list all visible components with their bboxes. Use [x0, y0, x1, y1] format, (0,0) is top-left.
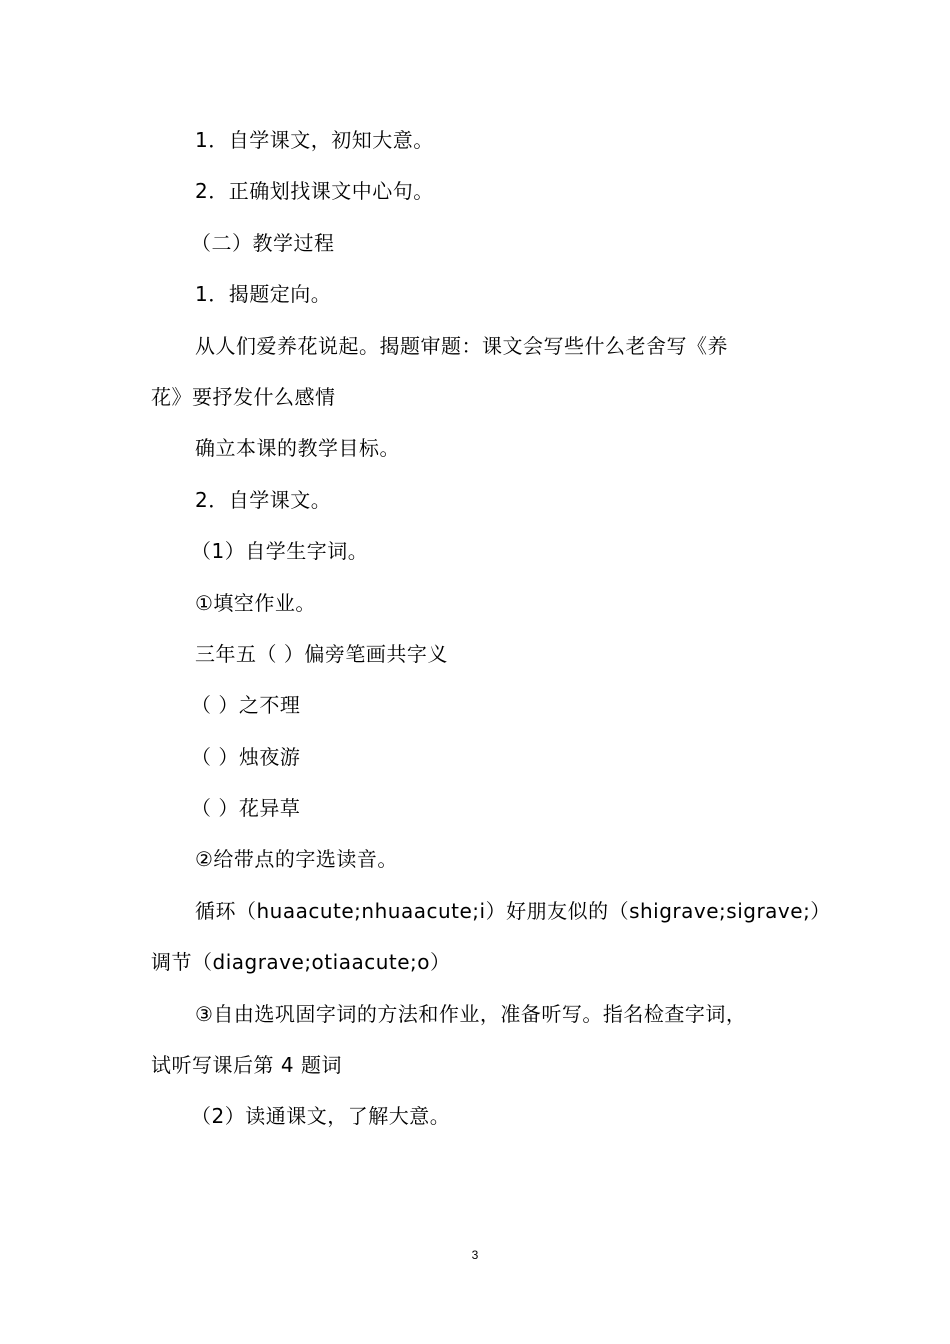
text-line: ③自由选巩固字词的方法和作业，准备听写。指名检查字词， [195, 1001, 747, 1026]
text-line: 循环（huaacute;nhuaacute;i）好朋友似的（shigrave;sigrave;） [195, 898, 831, 923]
text-line: （ ）之不理 [191, 693, 301, 718]
text-line: 2．正确划找课文中心句。 [195, 179, 434, 204]
text-line: ②给带点的字选读音。 [195, 847, 398, 872]
text-line: 1．自学课文，初知大意。 [195, 128, 434, 152]
text-line-continuation: 调节（diagrave;otiaacute;o） [151, 950, 451, 975]
text-line: （ ）烛夜游 [191, 744, 301, 769]
text-line: 三年五（ ）偏旁笔画共字义 [195, 641, 448, 666]
text-line-continuation: 花》要抒发什么感情 [151, 384, 336, 409]
page-number: 3 [471, 1248, 479, 1262]
document-body [151, 115, 831, 1143]
text-line: 2．自学课文。 [195, 487, 332, 512]
text-line: （ ）花异草 [191, 796, 301, 821]
text-line-continuation: 试听写课后第 4 题词 [151, 1053, 342, 1078]
text-line: ①填空作业。 [195, 590, 316, 615]
text-line: 确立本课的教学目标。 [195, 436, 400, 461]
section-heading: （二）教学过程 [191, 230, 335, 255]
text-line: （1）自学生字词。 [191, 539, 369, 564]
text-line: 1．揭题定向。 [195, 282, 332, 307]
text-line: （2）读通课文，了解大意。 [191, 1104, 451, 1129]
text-line: 从人们爱养花说起。揭题审题：课文会写些什么老舍写《养 [195, 333, 728, 358]
